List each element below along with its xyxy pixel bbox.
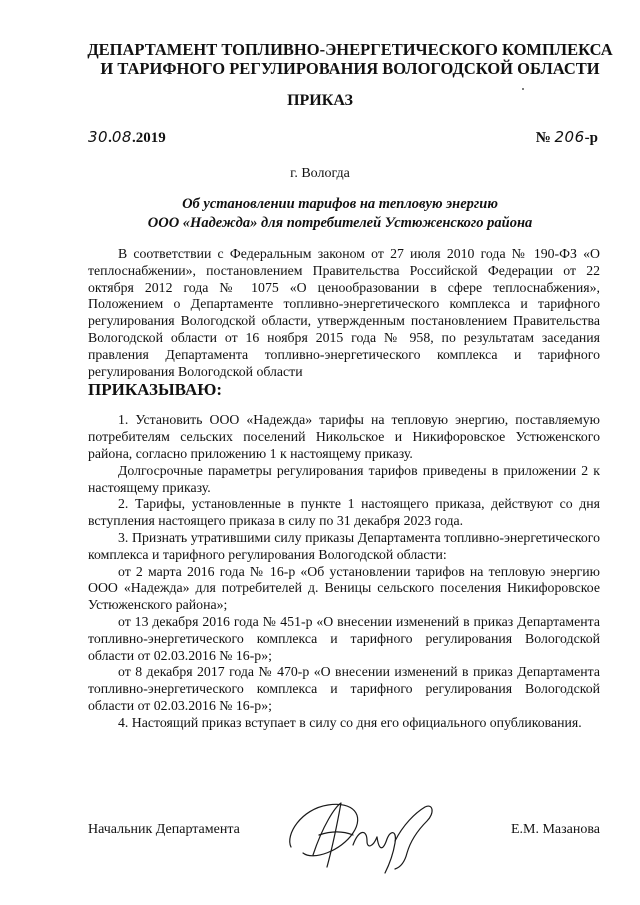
item-3-a: от 2 марта 2016 года № 16-р «Об установлении тарифов на тепловую энергию ООО «Надежда» для потребителей д. Веницы сельского поселения Никифоровское Устюженского района»; — [88, 563, 600, 613]
number-prefix: № — [535, 130, 551, 146]
item-1-note: Долгосрочные параметры регулирования тарифов приведены в приложении 2 к настоящему приказу. — [88, 462, 600, 495]
signature-block — [88, 822, 600, 838]
header-line-1: ДЕПАРТАМЕНТ ТОПЛИВНО-ЭНЕРГЕТИЧЕСКОГО КОМПЛЕКСА — [87, 40, 613, 59]
order-body — [88, 246, 600, 732]
date-day: 30 — [88, 128, 109, 146]
item-3-c: от 8 декабря 2017 года № 470-р «О внесении изменений в приказ Департамента топливно-энергетического комплекса и тарифного регулирования Вологодской области от 02.03.2016 № 16-р»; — [88, 664, 600, 713]
subject-line-1: Об установлении тарифов на тепловую энергию — [182, 196, 498, 212]
order-number — [536, 128, 598, 147]
speck-mark — [522, 88, 524, 90]
preamble-paragraph: В соответствии с Федеральным законом от 27 июля 2010 года № 190-ФЗ «О теплоснабжении», постановлением Правительства Российской Федерации от 22 октября 2012 года № 1075 «О ценообразовании в сфере теплоснабжения», Положением о Департаменте топливно-энергетического комплекса и тарифного регулирования Вологодской области, утвержденным постановлением Правительства Вологодской области от 16 ноября 2015 года № 958, по результатам заседания правления Департамента топливно-энергетического комплекса и тарифного регулирования Вологодской области — [88, 246, 600, 379]
signatory-name: Е.М. Мазанова — [510, 822, 600, 837]
city-line: г. Вологда — [290, 166, 350, 181]
signatory-position: Начальник Департамента — [88, 822, 240, 837]
date-number-line — [88, 128, 598, 147]
number-suffix: -р — [584, 130, 598, 146]
number-value: 206 — [554, 128, 585, 146]
doc-type-title: ПРИКАЗ — [287, 92, 353, 109]
item-4: 4. Настоящий приказ вступает в силу со дня его официального опубликования. — [118, 714, 582, 730]
subject-line-2: ООО «Надежда» для потребителей Устюженского района — [147, 215, 533, 231]
item-3-b: от 13 декабря 2016 года № 451-р «О внесении изменений в приказ Департамента топливно-энергетического комплекса и тарифного регулирования Вологодской области от 02.03.2016 № 16-р»; — [88, 613, 600, 663]
item-3: 3. Признать утратившими силу приказы Департамента топливно-энергетического комплекса и тарифного регулирования Вологодской области: — [88, 529, 600, 562]
header-line-2: И ТАРИФНОГО РЕГУЛИРОВАНИЯ ВОЛОГОДСКОЙ ОБЛАСТИ — [100, 59, 600, 78]
date-month: 08 — [111, 128, 132, 146]
order-subject — [100, 195, 580, 233]
department-header — [60, 40, 640, 78]
item-1: 1. Установить ООО «Надежда» тарифы на тепловую энергию, поставляемую потребителям сельских поселений Никольское и Никифоровское Устюженского района, согласно приложению 1 к настоящему приказу. — [88, 412, 600, 461]
order-keyword: ПРИКАЗЫВАЮ: — [88, 380, 223, 400]
order-date: 30.08.2019 — [88, 128, 166, 146]
item-2: 2. Тарифы, установленные в пункте 1 настоящего приказа, действуют со дня вступления настоящего приказа в силу по 31 декабря 2023 года. — [88, 496, 600, 529]
date-year: .2019 — [131, 130, 166, 146]
